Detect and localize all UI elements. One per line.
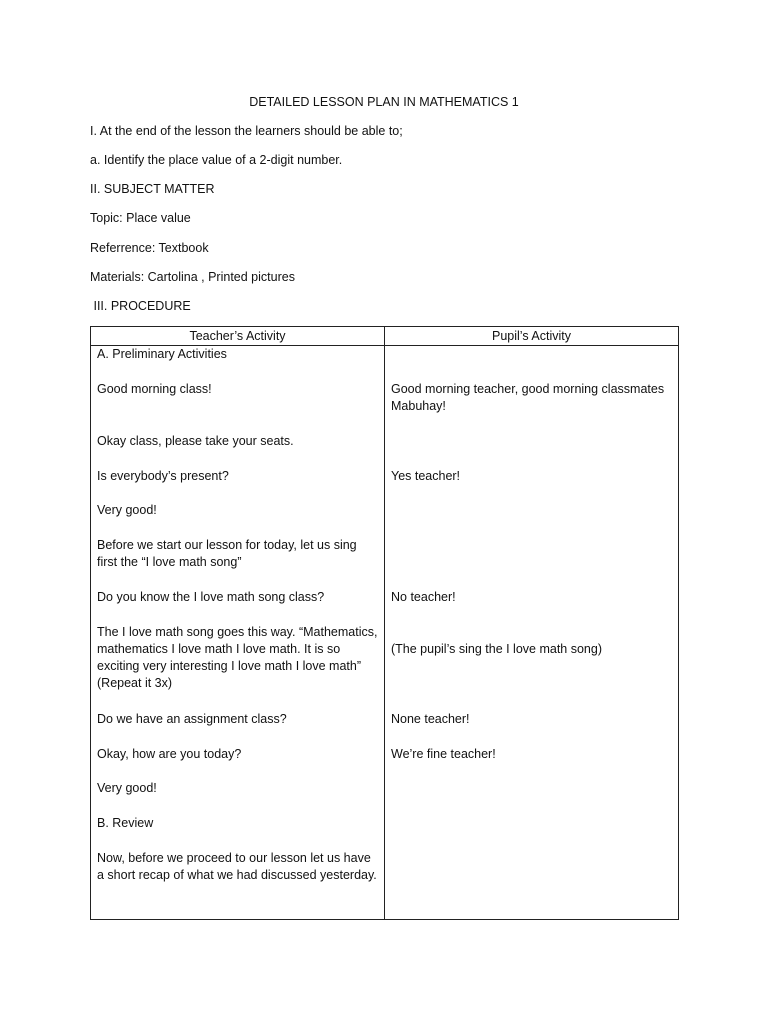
teacher-line: Now, before we proceed to our lesson let us have a short recap of what we had discussed yesterday. (97, 851, 377, 882)
subject-matter-heading: II. SUBJECT MATTER (90, 182, 215, 196)
pupil-activity-header: Pupil’s Activity (385, 327, 679, 346)
topic-line: Topic: Place value (90, 211, 191, 225)
teacher-line: Very good! (97, 503, 157, 517)
teacher-line: Good morning class! (97, 382, 212, 396)
pupil-line: We’re fine teacher! (391, 747, 496, 761)
activity-table (90, 326, 679, 920)
materials-line: Materials: Cartolina , Printed pictures (90, 270, 295, 284)
procedure-heading: III. PROCEDURE (90, 299, 191, 313)
teacher-line: A. Preliminary Activities (97, 347, 227, 361)
reference-line: Referrence: Textbook (90, 241, 209, 255)
teacher-line: B. Review (97, 816, 154, 830)
teacher-line: Okay, how are you today? (97, 747, 242, 761)
table-row (91, 346, 679, 920)
teacher-line: The I love math song goes this way. “Mathematics, mathematics I love math I love math. It is so exciting very interesting I love math I love math” (Repeat it 3x) (97, 625, 378, 690)
pupil-line: None teacher! (391, 712, 470, 726)
pupil-line: Good morning teacher, good morning classmates Mabuhay! (391, 382, 665, 413)
teacher-line: Is everybody’s present? (97, 469, 229, 483)
teacher-line: Do we have an assignment class? (97, 712, 287, 726)
teacher-activity-cell (91, 346, 385, 920)
pupil-line: (The pupil’s sing the I love math song) (391, 642, 602, 656)
pupil-line: No teacher! (391, 590, 456, 604)
teacher-line: Do you know the I love math song class? (97, 590, 325, 604)
teacher-activity-header: Teacher’s Activity (91, 327, 385, 346)
pupil-line: Yes teacher! (391, 469, 461, 483)
pupil-activity-cell (385, 346, 679, 920)
teacher-line: Very good! (97, 781, 157, 795)
objective-heading: I. At the end of the lesson the learners should be able to; (90, 124, 403, 138)
teacher-line: Okay class, please take your seats. (97, 434, 294, 448)
objective-item: a. Identify the place value of a 2-digit number. (90, 153, 343, 167)
table-header-row (91, 327, 679, 346)
teacher-line: Before we start our lesson for today, let us sing first the “I love math song” (97, 538, 357, 569)
document-title: DETAILED LESSON PLAN IN MATHEMATICS 1 (249, 95, 519, 109)
